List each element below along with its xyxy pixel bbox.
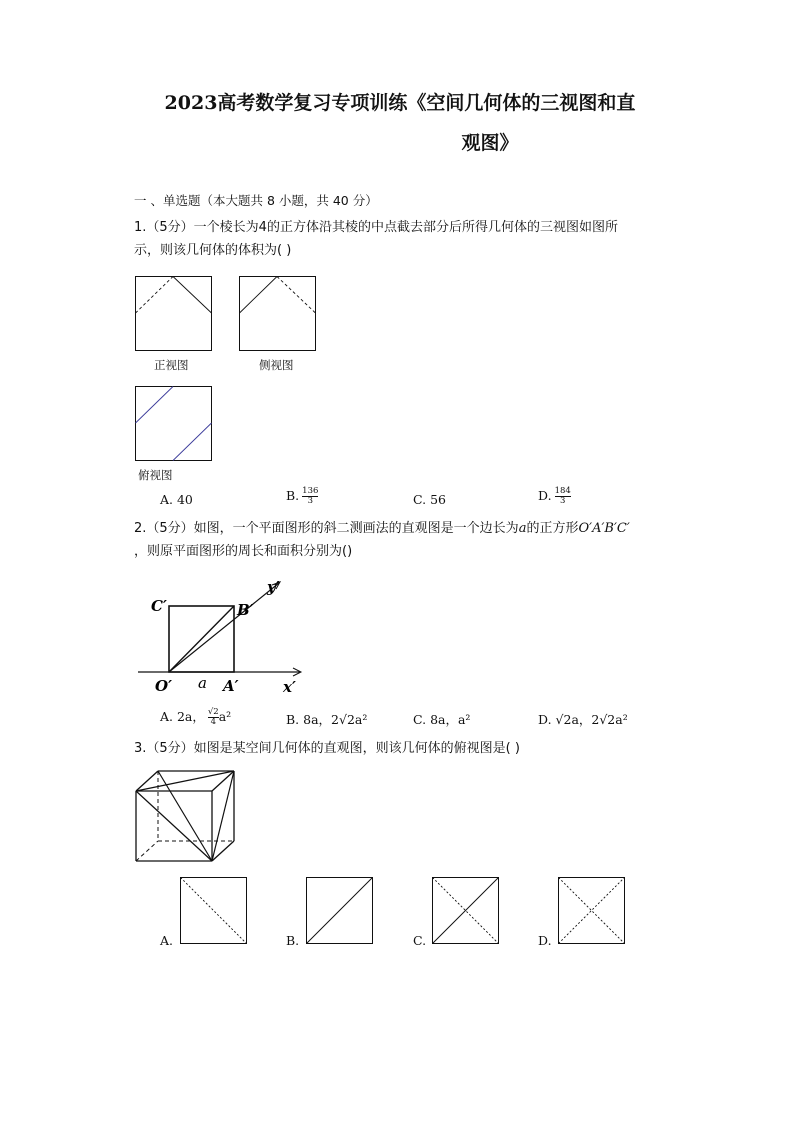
q3-option-c-figure[interactable] [432,877,500,945]
question-1 [134,216,664,262]
q2-line-1-mid: 的正方形 [526,521,579,536]
q1-option-d[interactable] [538,487,571,506]
q2-option-a-num: √2 [207,707,219,717]
q2-label-c: C′ [151,597,167,615]
q2-option-a-fraction [208,708,219,727]
title-line-1: 2023高考数学复习专项训练《空间几何体的三视图和直 [164,92,636,114]
q2-option-b[interactable]: B. 8a，2√2a² [286,712,368,727]
q1-line-1: 1.（5分）一个棱长为4的正方体沿其棱的中点截去部分后所得几何体的三视图如图所 [134,220,618,235]
q3-option-c[interactable]: C. [413,933,427,948]
q2-label-x-axis: x′ [283,678,296,696]
q1-side-view-caption: 侧视图 [259,358,294,372]
q2-option-a[interactable] [160,707,231,727]
q2-line-1-pre: 2.（5分）如图，一个平面图形的斜二测画法的直观图是一个边长为 [134,521,519,536]
q1-option-d-num: 184 [554,486,571,496]
q2-line-2: ，则原平面图形的周长和面积分别为() [134,544,353,559]
q2-oblique-figure [138,580,308,698]
q1-front-view-caption: 正视图 [154,358,189,372]
title-line-2: 观图》 [461,132,519,154]
q1-option-d-fraction [555,487,571,506]
q3-option-d[interactable]: D. [538,933,552,948]
q1-option-b-den: 3 [307,496,313,506]
section-heading: 一 、单选题（本大题共 8 小题，共 40 分） [134,193,378,208]
q3-option-a[interactable]: A. [160,933,174,948]
q1-option-b[interactable] [286,487,318,506]
question-2 [134,517,664,563]
q2-label-a-length: a [198,674,207,692]
q1-option-b-fraction [302,487,318,506]
q3-option-b-figure[interactable] [306,877,374,945]
q1-top-view [135,386,215,464]
q2-var-a: a [518,521,527,536]
document-title [120,83,680,163]
q3-option-b[interactable]: B. [286,933,300,948]
q1-top-view-caption: 俯视图 [138,468,173,482]
q2-option-a-post: a² [218,709,232,724]
q2-option-a-pre: A. 2a， [160,709,205,724]
q2-line-1 [134,517,664,540]
question-3 [134,737,664,760]
q2-square-name: O′A′B′C′ [578,521,630,536]
q2-option-a-den: 4 [210,717,217,727]
q1-option-d-label: D. [538,488,552,503]
q3-line-1: 3.（5分）如图是某空间几何体的直观图，则该几何体的俯视图是( ) [134,741,520,756]
q3-cube-figure [134,769,244,864]
q1-line-2: 示，则该几何体的体积为( ) [134,243,292,258]
q2-label-o: O′ [155,677,173,695]
q3-option-d-figure[interactable] [558,877,626,945]
q1-option-c[interactable]: C. 56 [413,492,446,507]
q1-option-d-den: 3 [559,496,566,506]
q1-side-view [239,276,319,354]
q1-front-view [135,276,215,354]
q1-option-a[interactable]: A. 40 [160,492,193,507]
q2-label-a-prime: A′ [223,677,239,695]
q2-option-d[interactable]: D. √2a，2√2a² [538,712,628,727]
q1-option-b-label: B. [286,488,300,503]
q2-label-y-axis: y′ [267,578,280,596]
q3-option-a-figure[interactable] [180,877,248,945]
q1-option-b-num: 136 [302,486,319,496]
q2-label-b: B′ [237,601,254,619]
q2-option-c[interactable]: C. 8a，a² [413,712,471,727]
